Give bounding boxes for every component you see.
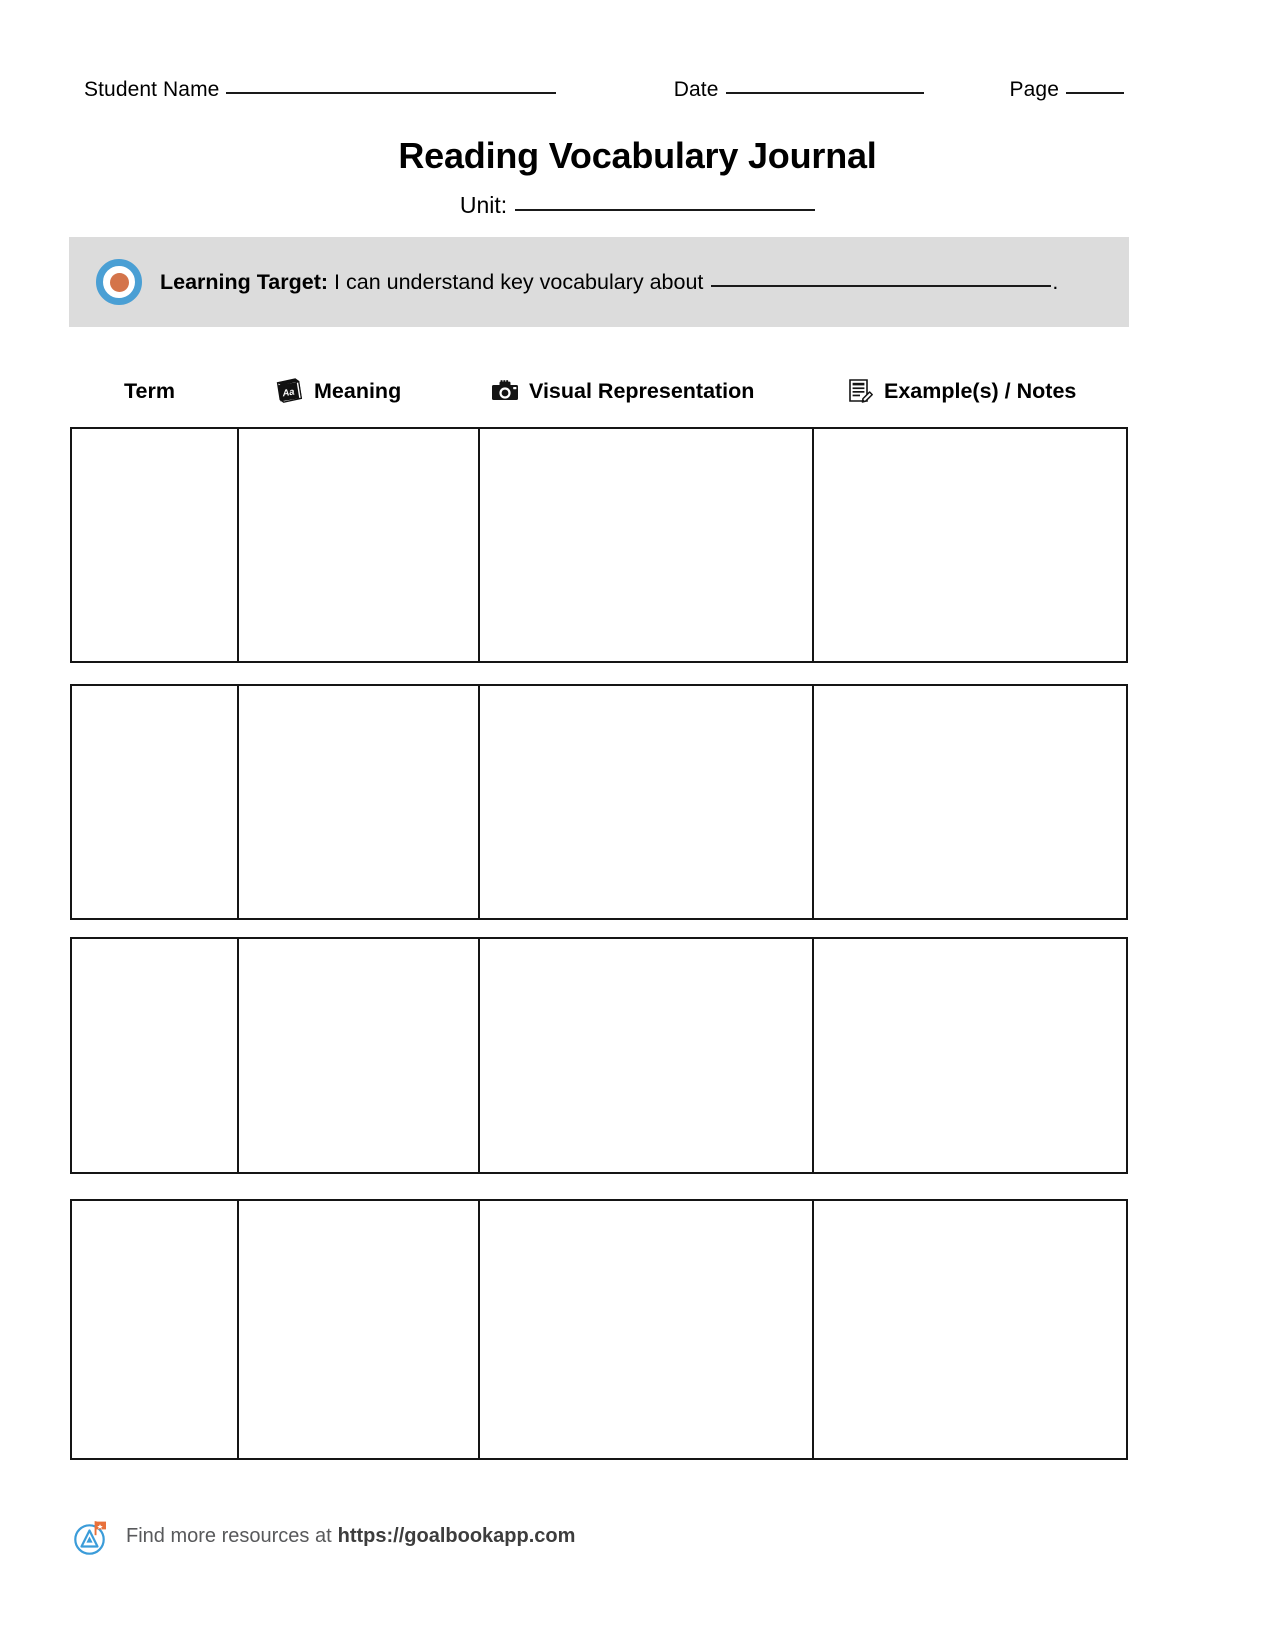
- footer: [70, 1513, 575, 1559]
- cell-example[interactable]: [814, 429, 1126, 661]
- learning-target-period: .: [1052, 269, 1059, 294]
- cell-term[interactable]: [72, 686, 239, 918]
- learning-target-text: [160, 270, 1058, 295]
- target-center-dot: [110, 273, 129, 292]
- column-header-visual: [490, 368, 754, 414]
- table-row: [70, 1199, 1128, 1460]
- cell-meaning[interactable]: [239, 1201, 480, 1458]
- page-title: Reading Vocabulary Journal: [398, 135, 877, 176]
- student-name-label: Student Name: [84, 78, 220, 101]
- page-field[interactable]: [1010, 78, 1124, 102]
- column-header-example-label: Example(s) / Notes: [884, 378, 1077, 403]
- column-header-meaning-label: Meaning: [314, 378, 402, 403]
- table-column-headers: [70, 368, 1128, 414]
- camera-icon: [490, 376, 520, 406]
- cell-term[interactable]: [72, 429, 239, 661]
- book-aa-icon: [275, 376, 305, 406]
- unit-field[interactable]: [0, 192, 1275, 219]
- table-row: [70, 937, 1128, 1174]
- footer-label: Find more resources at: [126, 1524, 332, 1547]
- date-field[interactable]: [674, 78, 924, 102]
- column-header-term: [115, 368, 175, 414]
- cell-meaning[interactable]: [239, 429, 480, 661]
- learning-target-write-line[interactable]: [711, 285, 1051, 287]
- column-header-example: [845, 368, 1076, 414]
- unit-label: Unit:: [459, 192, 508, 218]
- cell-term[interactable]: [72, 1201, 239, 1458]
- learning-target-label: Learning Target:: [160, 269, 329, 294]
- column-header-term-label: Term: [124, 378, 175, 403]
- cell-meaning[interactable]: [239, 686, 480, 918]
- footer-url[interactable]: https://goalbookapp.com: [337, 1524, 576, 1547]
- cell-example[interactable]: [814, 1201, 1126, 1458]
- student-name-write-line[interactable]: [226, 92, 556, 94]
- cell-visual[interactable]: [480, 429, 814, 661]
- svg-text:Aa: Aa: [281, 385, 296, 399]
- student-meta-row: [84, 78, 1124, 108]
- learning-target-statement: I can understand key vocabulary about: [334, 269, 704, 294]
- unit-write-line[interactable]: [515, 209, 815, 211]
- cell-visual[interactable]: [480, 939, 814, 1172]
- target-icon: [96, 259, 142, 305]
- table-row: [70, 684, 1128, 920]
- date-write-line[interactable]: [726, 92, 924, 94]
- vocabulary-table: [70, 427, 1128, 1460]
- column-header-meaning: [275, 368, 401, 414]
- date-label: Date: [673, 78, 719, 101]
- memo-pencil-icon: [845, 376, 875, 406]
- table-row: [70, 427, 1128, 663]
- page-write-line[interactable]: [1066, 92, 1124, 94]
- cell-visual[interactable]: [480, 1201, 814, 1458]
- column-header-visual-label: Visual Representation: [529, 378, 755, 403]
- cell-term[interactable]: [72, 939, 239, 1172]
- cell-example[interactable]: [814, 686, 1126, 918]
- page-label: Page: [1009, 78, 1059, 101]
- cell-meaning[interactable]: [239, 939, 480, 1172]
- footer-text: [126, 1525, 575, 1548]
- cell-visual[interactable]: [480, 686, 814, 918]
- goalbook-logo-icon: [70, 1515, 112, 1557]
- student-name-field[interactable]: [84, 78, 556, 102]
- cell-example[interactable]: [814, 939, 1126, 1172]
- learning-target-banner: [69, 237, 1129, 327]
